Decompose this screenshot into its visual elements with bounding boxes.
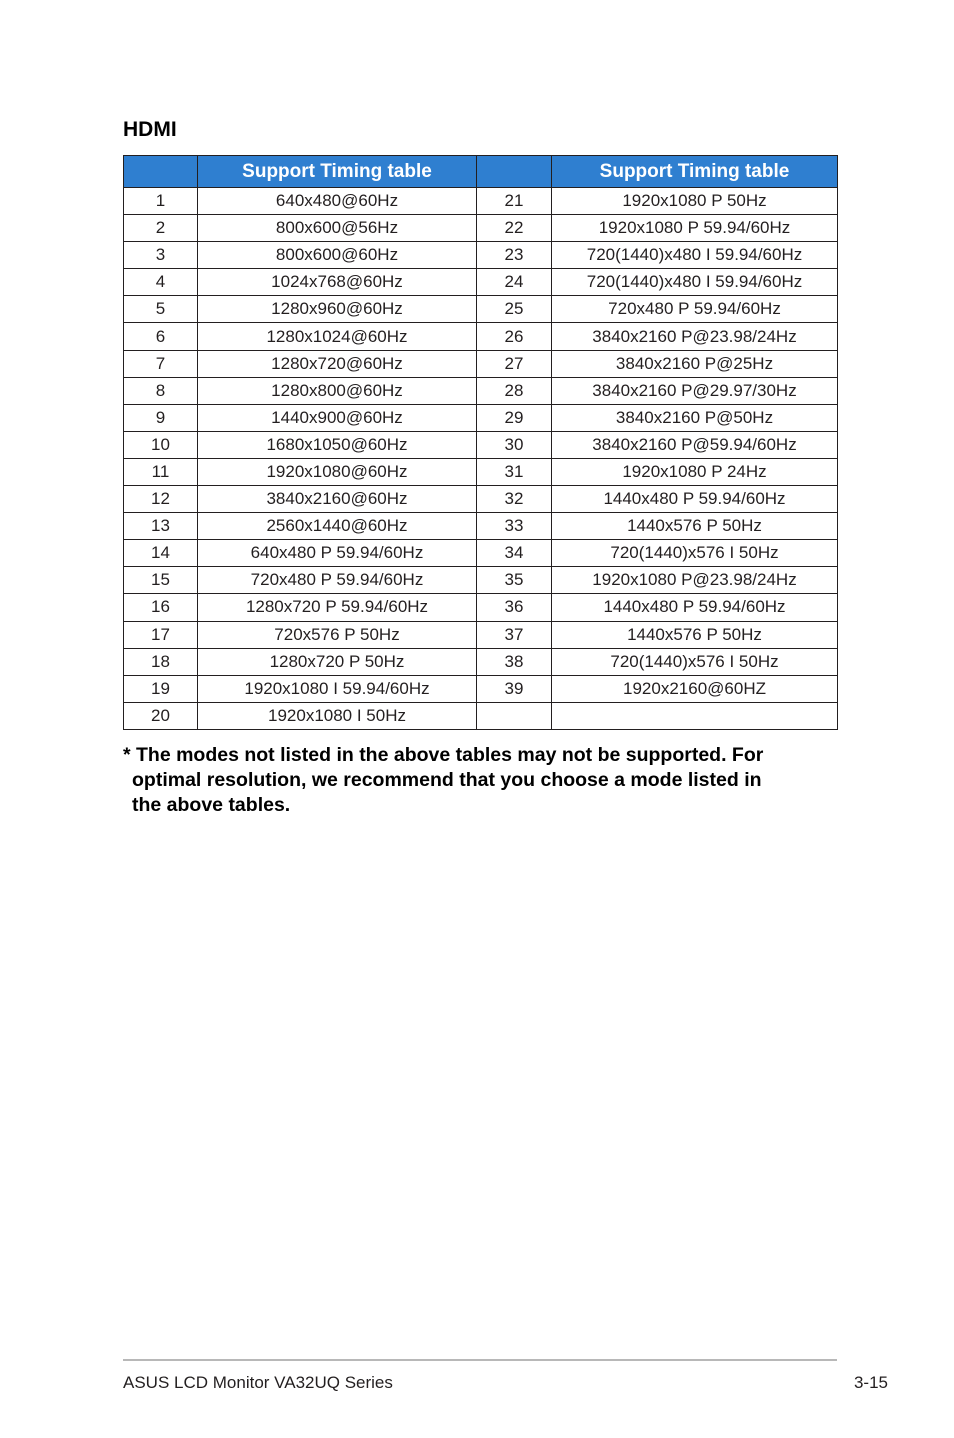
cell-timing-1: 800x600@56Hz <box>198 215 477 242</box>
cell-index-1: 13 <box>124 513 198 540</box>
cell-timing-2: 1440x480 P 59.94/60Hz <box>552 486 838 513</box>
footnote-line: the above tables. <box>132 794 291 816</box>
table-row <box>124 648 838 675</box>
table-row <box>124 621 838 648</box>
cell-timing-2: 1920x1080 P@23.98/24Hz <box>552 567 838 594</box>
cell-timing-1: 3840x2160@60Hz <box>198 486 477 513</box>
cell-timing-1: 1024x768@60Hz <box>198 269 477 296</box>
table-row <box>124 296 838 323</box>
cell-index-2: 34 <box>477 540 552 567</box>
table-row <box>124 215 838 242</box>
table-body <box>124 188 838 730</box>
cell-index-2: 33 <box>477 513 552 540</box>
header-cell-timing-2: Support Timing table <box>552 156 838 188</box>
cell-timing-2: 1920x1080 P 24Hz <box>552 458 838 485</box>
cell-index-1: 4 <box>124 269 198 296</box>
cell-timing-1: 1280x800@60Hz <box>198 377 477 404</box>
cell-index-1: 18 <box>124 648 198 675</box>
cell-index-2: 25 <box>477 296 552 323</box>
cell-index-2: 24 <box>477 269 552 296</box>
table-row <box>124 242 838 269</box>
table-row <box>124 458 838 485</box>
cell-timing-2: 1920x1080 P 59.94/60Hz <box>552 215 838 242</box>
cell-timing-1: 640x480 P 59.94/60Hz <box>198 540 477 567</box>
cell-timing-2: 1440x576 P 50Hz <box>552 513 838 540</box>
cell-timing-1: 800x600@60Hz <box>198 242 477 269</box>
cell-timing-1: 1280x720@60Hz <box>198 350 477 377</box>
cell-timing-1: 1280x720 P 50Hz <box>198 648 477 675</box>
cell-timing-2: 720(1440)x480 I 59.94/60Hz <box>552 269 838 296</box>
cell-index-2: 31 <box>477 458 552 485</box>
table-row <box>124 486 838 513</box>
cell-index-1: 17 <box>124 621 198 648</box>
cell-index-2: 30 <box>477 431 552 458</box>
table-row <box>124 513 838 540</box>
cell-timing-2: 720(1440)x576 I 50Hz <box>552 648 838 675</box>
cell-index-1: 12 <box>124 486 198 513</box>
cell-index-1: 10 <box>124 431 198 458</box>
table-row <box>124 540 838 567</box>
cell-timing-1: 640x480@60Hz <box>198 188 477 215</box>
table-row <box>124 350 838 377</box>
cell-index-1: 5 <box>124 296 198 323</box>
cell-index-1: 11 <box>124 458 198 485</box>
footer-divider <box>123 1359 837 1361</box>
cell-index-1: 9 <box>124 404 198 431</box>
cell-index-1: 6 <box>124 323 198 350</box>
cell-timing-1: 1280x960@60Hz <box>198 296 477 323</box>
cell-timing-2: 3840x2160 P@25Hz <box>552 350 838 377</box>
cell-timing-1: 1280x1024@60Hz <box>198 323 477 350</box>
cell-index-1: 14 <box>124 540 198 567</box>
cell-timing-2: 720(1440)x576 I 50Hz <box>552 540 838 567</box>
cell-timing-1: 1920x1080 I 59.94/60Hz <box>198 675 477 702</box>
cell-timing-2: 1440x576 P 50Hz <box>552 621 838 648</box>
header-cell-index-1 <box>124 156 198 188</box>
cell-index-2: 22 <box>477 215 552 242</box>
cell-timing-2: 1440x480 P 59.94/60Hz <box>552 594 838 621</box>
cell-timing-1: 720x576 P 50Hz <box>198 621 477 648</box>
cell-index-1: 1 <box>124 188 198 215</box>
cell-timing-2: 3840x2160 P@50Hz <box>552 404 838 431</box>
cell-timing-1: 1440x900@60Hz <box>198 404 477 431</box>
cell-index-2: 27 <box>477 350 552 377</box>
table-header-row <box>124 156 838 188</box>
table-row <box>124 594 838 621</box>
cell-timing-2: 1920x1080 P 50Hz <box>552 188 838 215</box>
cell-index-1: 7 <box>124 350 198 377</box>
cell-index-2: 38 <box>477 648 552 675</box>
cell-index-1: 16 <box>124 594 198 621</box>
table-row <box>124 269 838 296</box>
cell-index-1: 8 <box>124 377 198 404</box>
cell-index-2: 37 <box>477 621 552 648</box>
table-row <box>124 567 838 594</box>
cell-index-1: 2 <box>124 215 198 242</box>
table-row <box>124 188 838 215</box>
cell-timing-2: 3840x2160 P@59.94/60Hz <box>552 431 838 458</box>
cell-timing-1: 2560x1440@60Hz <box>198 513 477 540</box>
cell-index-1: 20 <box>124 702 198 729</box>
section-title: HDMI <box>123 118 177 141</box>
cell-index-2: 36 <box>477 594 552 621</box>
cell-index-2: 39 <box>477 675 552 702</box>
timing-table <box>123 155 838 730</box>
table-row <box>124 675 838 702</box>
cell-timing-2 <box>552 702 838 729</box>
cell-index-2: 28 <box>477 377 552 404</box>
page-number: 3-15 <box>853 1373 888 1392</box>
cell-index-2: 32 <box>477 486 552 513</box>
footnote-line: optimal resolution, we recommend that you choose a mode listed in <box>132 769 762 791</box>
cell-timing-2: 720x480 P 59.94/60Hz <box>552 296 838 323</box>
cell-index-2 <box>477 702 552 729</box>
header-cell-index-2 <box>477 156 552 188</box>
cell-timing-2: 1920x2160@60HZ <box>552 675 838 702</box>
cell-index-2: 35 <box>477 567 552 594</box>
cell-timing-2: 3840x2160 P@29.97/30Hz <box>552 377 838 404</box>
table-row <box>124 702 838 729</box>
cell-index-1: 3 <box>124 242 198 269</box>
footer-title: ASUS LCD Monitor VA32UQ Series <box>123 1373 393 1392</box>
cell-timing-1: 720x480 P 59.94/60Hz <box>198 567 477 594</box>
table-row <box>124 431 838 458</box>
footnote-line: * The modes not listed in the above tables may not be supported. For <box>123 744 764 766</box>
header-cell-timing-1: Support Timing table <box>198 156 477 188</box>
cell-index-2: 23 <box>477 242 552 269</box>
cell-index-2: 21 <box>477 188 552 215</box>
cell-timing-1: 1280x720 P 59.94/60Hz <box>198 594 477 621</box>
cell-timing-1: 1680x1050@60Hz <box>198 431 477 458</box>
cell-timing-2: 3840x2160 P@23.98/24Hz <box>552 323 838 350</box>
cell-timing-1: 1920x1080 I 50Hz <box>198 702 477 729</box>
table-row <box>124 404 838 431</box>
table-row <box>124 377 838 404</box>
cell-index-1: 19 <box>124 675 198 702</box>
footnote <box>123 743 843 818</box>
cell-index-2: 26 <box>477 323 552 350</box>
cell-timing-1: 1920x1080@60Hz <box>198 458 477 485</box>
cell-index-1: 15 <box>124 567 198 594</box>
table-row <box>124 323 838 350</box>
cell-timing-2: 720(1440)x480 I 59.94/60Hz <box>552 242 838 269</box>
cell-index-2: 29 <box>477 404 552 431</box>
